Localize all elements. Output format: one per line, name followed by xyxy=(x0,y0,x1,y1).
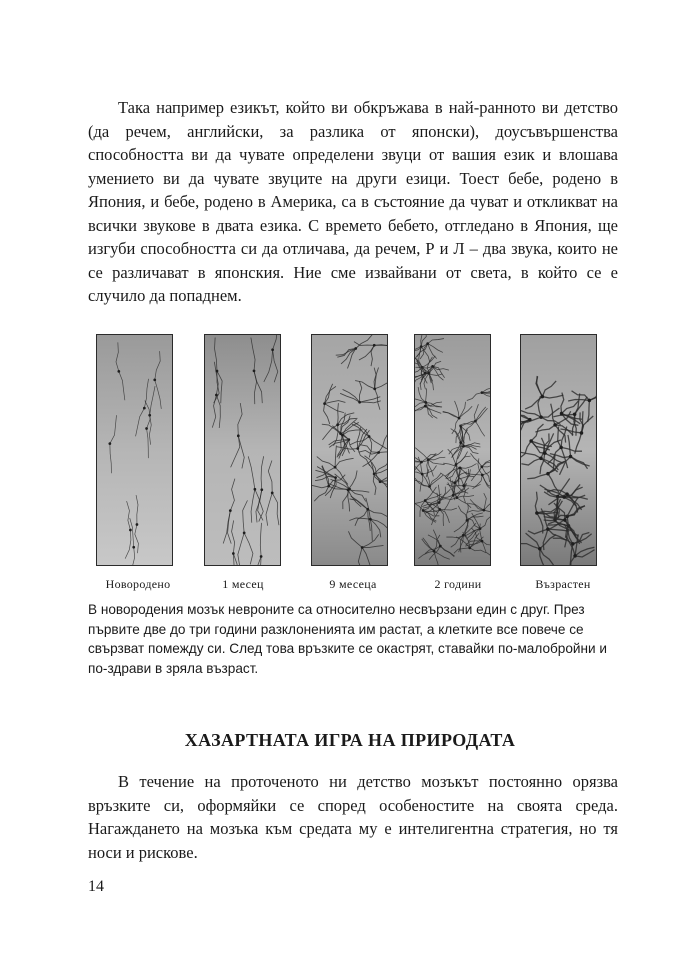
neuron-development-figure xyxy=(96,334,616,574)
page-number: 14 xyxy=(88,878,104,895)
neuron-panel-9-months xyxy=(311,334,388,566)
label-2-years: 2 години xyxy=(434,577,482,591)
label-newborn: Новородено xyxy=(105,577,171,591)
figure-caption: В новородения мозък невроните са относително несвързани един с друг. През първите две до три години разклоненията им растат, а клетките все повече се свързват помежду си. След това връзките се окастрят, ставайки по-малобройни и по-здрави в зряла възраст. xyxy=(88,602,607,676)
section-heading: ХАЗАРТНАТА ИГРА НА ПРИРОДАТА xyxy=(184,730,516,750)
label-adult: Възрастен xyxy=(535,577,591,591)
label-9-months: 9 месеца xyxy=(329,577,377,591)
body-paragraph-1: Така например езикът, който ви обкръжава в най-ранното ви детство (да речем, английски, за разлика от японски), доусъвършенства способността ви да чувате определени звуци от вашия език и влошава умението ви да чувате звуците на други езици. Тоест бебе, родено в Япония, и бебе, родено в Америка, са в състояние да чуват и откликват на всички звукове в двата езика. С времето бебето, отгледано в Япония, ще изгуби способността си да отличава, да речем, Р и Л – два звука, които не се различават в японския. Ние сме извайвани от света, в който се е случило да попаднем. xyxy=(88,98,618,305)
label-1-month: 1 месец xyxy=(222,577,264,591)
neuron-panel-1-month xyxy=(204,334,281,566)
figure-labels xyxy=(88,577,628,597)
neuron-panel-newborn xyxy=(96,334,173,566)
body-paragraph-2: В течение на проточеното ни детство мозъкът постоянно орязва връзките си, оформяйки се според особеностите на своята среда. Нагаждането на мозъка към средата му е интелигентна стратегия, но тя носи и рискове. xyxy=(88,772,618,862)
neuron-panel-adult xyxy=(520,334,597,566)
neuron-panel-2-years xyxy=(414,334,491,566)
